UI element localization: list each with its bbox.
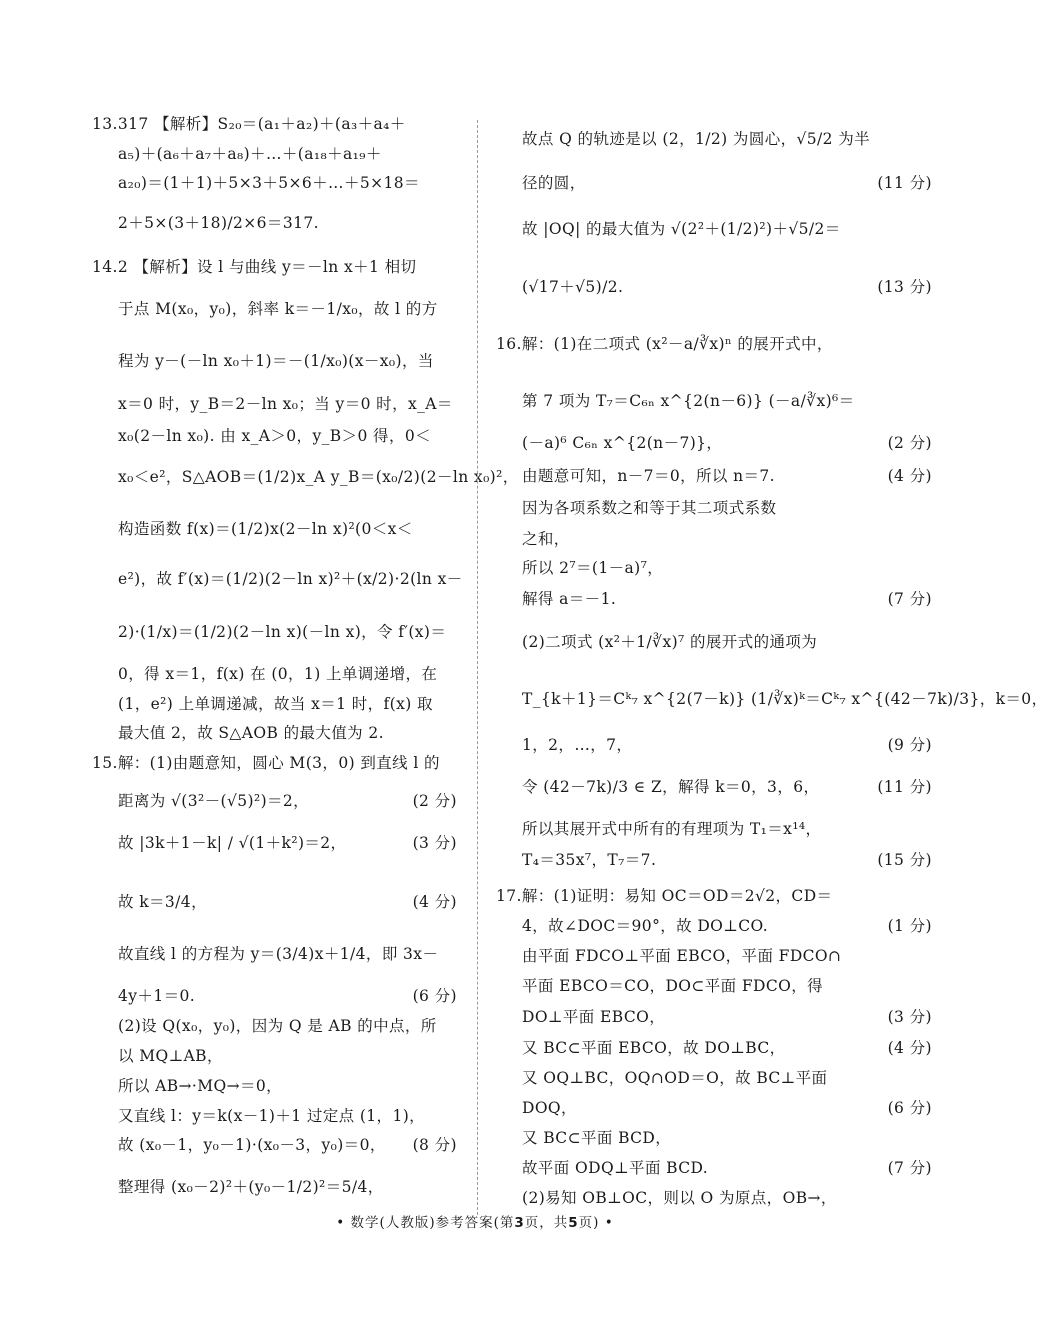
line-text: 故 |OQ| 的最大值为 √(2²＋(1/2)²)＋√5/2＝ bbox=[522, 220, 841, 238]
text-line bbox=[118, 1134, 457, 1156]
text-line bbox=[522, 631, 932, 653]
score-label: (4 分) bbox=[412, 893, 457, 911]
line-text: (－a)⁶ C₆ₙ x^{2(n－7)}， bbox=[522, 434, 723, 452]
line-text: 故 k＝3/4， bbox=[118, 893, 207, 911]
text-line bbox=[522, 818, 932, 840]
line-text: T_{k＋1}＝Cᵏ₇ x^{2(7－k)} (1/∛x)ᵏ＝Cᵏ₇ x^{(42－7k)/3}，k＝0， bbox=[522, 690, 1047, 708]
line-text: T₄＝35x⁷，T₇＝7. bbox=[522, 851, 657, 869]
text-line bbox=[118, 1075, 457, 1097]
line-text: x＝0 时，y_B＝2－ln x₀；当 y＝0 时，x_A＝ bbox=[118, 395, 453, 413]
line-text: 15.解：(1)由题意知，圆心 M(3，0) 到直线 l 的 bbox=[92, 754, 440, 772]
text-line bbox=[118, 212, 457, 234]
line-text: 构造函数 f(x)＝(1/2)x(2－ln x)²(0＜x＜ bbox=[118, 520, 413, 538]
text-line bbox=[522, 128, 932, 150]
line-text: DOQ， bbox=[522, 1099, 577, 1117]
score-label: (2 分) bbox=[412, 792, 457, 810]
text-line bbox=[118, 790, 457, 812]
text-line bbox=[522, 1097, 932, 1119]
text-line bbox=[118, 1015, 457, 1037]
text-line bbox=[522, 975, 932, 997]
line-text: 所以其展开式中所有的有理项为 T₁＝x¹⁴， bbox=[522, 820, 822, 838]
text-line bbox=[522, 172, 932, 194]
line-text: 1，2，…，7， bbox=[522, 736, 633, 754]
line-text: 4y＋1＝0. bbox=[118, 987, 196, 1005]
page-footer bbox=[0, 1212, 950, 1234]
line-text: (2)易知 OB⊥OC，则以 O 为原点，OB→， bbox=[522, 1189, 837, 1207]
text-line bbox=[118, 1105, 457, 1127]
text-line bbox=[118, 722, 457, 744]
line-text: 2＋5×(3＋18)/2×6＝317. bbox=[118, 214, 319, 232]
column-divider bbox=[477, 120, 478, 1215]
text-line bbox=[522, 276, 932, 298]
line-text: 17.解：(1)证明：易知 OC＝OD＝2√2，CD＝ bbox=[496, 887, 833, 905]
text-line bbox=[118, 172, 457, 194]
score-label: (1 分) bbox=[887, 917, 932, 935]
text-line bbox=[522, 390, 932, 412]
line-text: 13.317 【解析】S₂₀＝(a₁＋a₂)＋(a₃＋a₄＋ bbox=[92, 115, 406, 133]
text-line bbox=[92, 256, 457, 278]
text-line bbox=[522, 557, 932, 579]
line-text: (√17＋√5)/2. bbox=[522, 278, 624, 296]
score-label: (4 分) bbox=[887, 467, 932, 485]
line-text: x₀(2－ln x₀). 由 x_A＞0，y_B＞0 得，0＜ bbox=[118, 427, 432, 445]
line-text: 距离为 √(3²－(√5)²)＝2， bbox=[118, 792, 310, 810]
text-line bbox=[522, 432, 932, 454]
text-line bbox=[118, 891, 457, 913]
line-text: (2)二项式 (x²＋1/∛x)⁷ 的展开式的通项为 bbox=[522, 633, 818, 651]
line-text: DO⊥平面 EBCO， bbox=[522, 1008, 666, 1026]
line-text: 之和， bbox=[522, 530, 570, 548]
text-line bbox=[118, 985, 457, 1007]
text-line bbox=[522, 218, 932, 240]
line-text: 由题意可知，n－7＝0，所以 n＝7. bbox=[522, 467, 776, 485]
score-label: (3 分) bbox=[412, 834, 457, 852]
line-text: a₂₀)＝(1＋1)＋5×3＋5×6＋…＋5×18＝ bbox=[118, 174, 420, 192]
score-label: (7 分) bbox=[887, 1159, 932, 1177]
line-text: 平面 EBCO＝CO，DO⊂平面 FDCO，得 bbox=[522, 977, 824, 995]
text-line bbox=[118, 393, 457, 415]
score-label: (13 分) bbox=[877, 278, 932, 296]
line-text: 又直线 l：y＝k(x－1)＋1 过定点 (1，1)， bbox=[118, 1107, 426, 1125]
score-label: (6 分) bbox=[887, 1099, 932, 1117]
line-text: 程为 y－(－ln x₀＋1)＝－(1/x₀)(x－x₀)，当 bbox=[118, 352, 434, 370]
text-line bbox=[522, 465, 932, 487]
footer-total-pages: 5 bbox=[568, 1215, 579, 1231]
line-text: 由平面 FDCO⊥平面 EBCO，平面 FDCO∩ bbox=[522, 947, 842, 965]
score-label: (2 分) bbox=[887, 434, 932, 452]
text-line bbox=[118, 663, 457, 685]
line-text: (2)设 Q(x₀，y₀)，因为 Q 是 AB 的中点，所 bbox=[118, 1017, 437, 1035]
footer-suffix: 页) • bbox=[578, 1215, 614, 1231]
text-line bbox=[522, 1067, 932, 1089]
footer-page-number: 3 bbox=[514, 1215, 525, 1231]
line-text: 整理得 (x₀－2)²＋(y₀－1/2)²＝5/4， bbox=[118, 1178, 384, 1196]
text-line bbox=[522, 1037, 932, 1059]
line-text: e²)，故 f′(x)＝(1/2)(2－ln x)²＋(x/2)·2(ln x－ bbox=[118, 570, 463, 588]
line-text: 0，得 x＝1，f(x) 在 (0，1) 上单调递增，在 bbox=[118, 665, 438, 683]
text-line bbox=[522, 1127, 932, 1149]
line-text: 解得 a＝－1. bbox=[522, 590, 617, 608]
text-line bbox=[118, 568, 463, 590]
score-label: (6 分) bbox=[412, 987, 457, 1005]
line-text: 4，故∠DOC＝90°，故 DO⊥CO. bbox=[522, 917, 769, 935]
score-label: (11 分) bbox=[877, 174, 932, 192]
score-label: (11 分) bbox=[877, 778, 932, 796]
text-line bbox=[522, 688, 1047, 710]
text-line bbox=[522, 528, 932, 550]
text-line bbox=[522, 1157, 932, 1179]
line-text: 又 BC⊂平面 BCD， bbox=[522, 1129, 672, 1147]
line-text: 故平面 ODQ⊥平面 BCD. bbox=[522, 1159, 709, 1177]
text-line bbox=[118, 1045, 457, 1067]
line-text: 以 MQ⊥AB， bbox=[118, 1047, 223, 1065]
footer-prefix: • 数学(人教版)参考答案(第 bbox=[336, 1215, 515, 1231]
line-text: 14.2 【解析】设 l 与曲线 y＝－ln x＋1 相切 bbox=[92, 258, 417, 276]
line-text: 2)·(1/x)＝(1/2)(2－ln x)(－ln x)，令 f′(x)＝ bbox=[118, 623, 447, 641]
line-text: x₀＜e²，S△AOB＝(1/2)x_A y_B＝(x₀/2)(2－ln x₀)²， bbox=[118, 468, 519, 486]
text-line bbox=[522, 588, 932, 610]
line-text: 故直线 l 的方程为 y＝(3/4)x＋1/4，即 3x－ bbox=[118, 945, 439, 963]
score-label: (15 分) bbox=[877, 851, 932, 869]
text-line bbox=[118, 466, 519, 488]
line-text: 因为各项系数之和等于其二项式系数 bbox=[522, 499, 777, 517]
text-line bbox=[522, 734, 932, 756]
text-line bbox=[496, 885, 932, 907]
line-text: 最大值 2，故 S△AOB 的最大值为 2. bbox=[118, 724, 384, 742]
text-line bbox=[118, 518, 457, 540]
text-line bbox=[118, 425, 457, 447]
text-line bbox=[118, 143, 457, 165]
text-line bbox=[522, 497, 932, 519]
footer-middle: 页，共 bbox=[524, 1215, 569, 1231]
text-line bbox=[496, 333, 932, 355]
text-line bbox=[118, 298, 457, 320]
score-label: (4 分) bbox=[887, 1039, 932, 1057]
line-text: a₅)＋(a₆＋a₇＋a₈)＋…＋(a₁₈＋a₁₉＋ bbox=[118, 145, 382, 163]
text-line bbox=[522, 776, 932, 798]
line-text: 所以 2⁷＝(1－a)⁷， bbox=[522, 559, 664, 577]
text-line bbox=[118, 1176, 457, 1198]
text-line bbox=[118, 832, 457, 854]
text-line bbox=[118, 693, 457, 715]
text-line bbox=[118, 621, 457, 643]
line-text: 于点 M(x₀，y₀)，斜率 k＝－1/x₀，故 l 的方 bbox=[118, 300, 438, 318]
text-line bbox=[118, 350, 457, 372]
line-text: 故 |3k＋1－k| / √(1＋k²)＝2， bbox=[118, 834, 347, 852]
line-text: 第 7 项为 T₇＝C₆ₙ x^{2(n－6)} (－a/∛x)⁶＝ bbox=[522, 392, 855, 410]
line-text: 又 BC⊂平面 EBCO，故 DO⊥BC， bbox=[522, 1039, 786, 1057]
line-text: 令 (42－7k)/3 ∈ Z，解得 k＝0，3，6， bbox=[522, 778, 820, 796]
text-line bbox=[522, 915, 932, 937]
text-line bbox=[118, 943, 457, 965]
text-line bbox=[522, 1006, 932, 1028]
text-line bbox=[92, 113, 457, 135]
text-line bbox=[522, 849, 932, 871]
line-text: 径的圆， bbox=[522, 174, 586, 192]
line-text: 故点 Q 的轨迹是以 (2，1/2) 为圆心，√5/2 为半 bbox=[522, 130, 871, 148]
line-text: 又 OQ⊥BC，OQ∩OD＝O，故 BC⊥平面 bbox=[522, 1069, 828, 1087]
text-line bbox=[522, 1187, 932, 1209]
score-label: (8 分) bbox=[412, 1136, 457, 1154]
text-line bbox=[92, 752, 457, 774]
line-text: 故 (x₀－1，y₀－1)·(x₀－3，y₀)＝0， bbox=[118, 1136, 386, 1154]
line-text: 16.解：(1)在二项式 (x²－a/∛x)ⁿ 的展开式中， bbox=[496, 335, 833, 353]
line-text: 所以 AB→·MQ→＝0， bbox=[118, 1077, 283, 1095]
text-line bbox=[522, 945, 932, 967]
score-label: (9 分) bbox=[887, 736, 932, 754]
score-label: (7 分) bbox=[887, 590, 932, 608]
line-text: (1，e²) 上单调递减，故当 x＝1 时，f(x) 取 bbox=[118, 695, 433, 713]
score-label: (3 分) bbox=[887, 1008, 932, 1026]
